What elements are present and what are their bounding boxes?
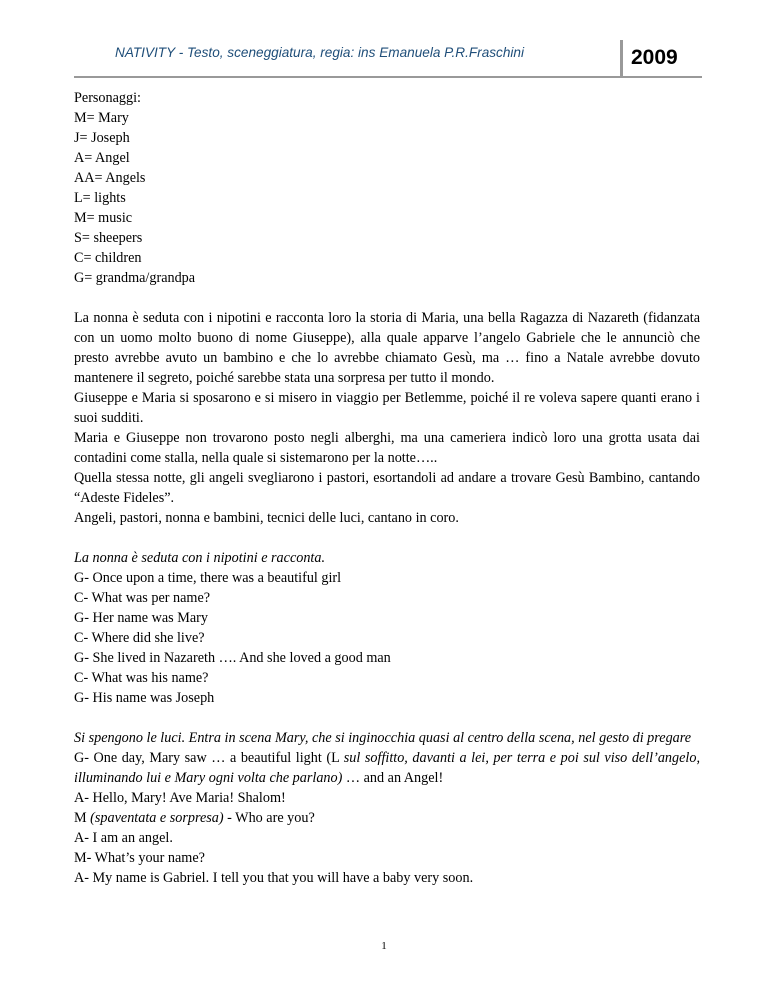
- dialogue-line: [74, 748, 700, 788]
- page-number: 1: [381, 940, 387, 952]
- character-item: J= Joseph: [74, 130, 130, 146]
- scene-one: [74, 548, 700, 708]
- header-year: 2009: [631, 46, 678, 69]
- character-item: S= sheepers: [74, 230, 143, 246]
- synopsis-paragraph: La nonna è seduta con i nipotini e racconta loro la storia di Maria, una bella Ragazza di Nazareth (fidanzata con un uomo molto buono di nome Giuseppe), alla quale apparve l’angelo Gabriele che le annunciò che presto avrebbe avuto un bambino e che lo avrebbe chiamato Gesù, ma … fino a Natale avrebbe dovuto mantenere il segreto, poiché sarebbe stata una sorpresa per tutto il mondo.: [74, 310, 700, 386]
- header-divider: [74, 76, 702, 78]
- character-item: C= children: [74, 250, 142, 266]
- dialogue-line: C- What was per name?: [74, 590, 211, 606]
- character-item: AA= Angels: [74, 170, 146, 186]
- dialogue-line: A- My name is Gabriel. I tell you that you will have a baby very soon.: [74, 870, 474, 886]
- stage-direction: Si spengono le luci. Entra in scena Mary, che si inginocchia quasi al centro della scena, nel gesto di pregare: [74, 730, 692, 746]
- dialogue-line: C- What was his name?: [74, 670, 209, 686]
- spacer: [74, 708, 700, 728]
- dialogue-line: G- His name was Joseph: [74, 690, 215, 706]
- header-title: NATIVITY - Testo, sceneggiatura, regia: ins Emanuela P.R.Fraschini: [115, 45, 525, 60]
- characters-heading: Personaggi:: [74, 90, 141, 106]
- spacer: [74, 288, 700, 308]
- dialogue-text: G- One day, Mary saw … a beautiful light (L: [74, 750, 344, 766]
- character-item: M= Mary: [74, 110, 129, 126]
- dialogue-line: M- What’s your name?: [74, 850, 205, 866]
- synopsis-paragraph: Quella stessa notte, gli angeli svegliarono i pastori, esortandoli ad andare a trovare Gesù Bambino, cantando “Adeste Fideles”.: [74, 470, 700, 506]
- dialogue-text: M: [74, 810, 91, 826]
- inline-direction: (spaventata e sorpresa): [90, 810, 224, 826]
- character-item: M= music: [74, 210, 133, 226]
- character-item: L= lights: [74, 190, 126, 206]
- dialogue-line: A- Hello, Mary! Ave Maria! Shalom!: [74, 790, 286, 806]
- spacer: [74, 528, 700, 548]
- document-body: [74, 88, 700, 888]
- dialogue-line: G- Her name was Mary: [74, 610, 208, 626]
- synopsis-paragraph: Angeli, pastori, nonna e bambini, tecnici delle luci, cantano in coro.: [74, 510, 459, 526]
- header-year-box: [620, 40, 678, 76]
- inline-direction: sul soffitto, davanti a lei, per terra e poi sul viso dell’angelo, illuminando lui e Mary ogni volta che parlano): [74, 750, 700, 786]
- dialogue-line: A- I am an angel.: [74, 830, 173, 846]
- synopsis-paragraph: Giuseppe e Maria si sposarono e si misero in viaggio per Betlemme, poiché il re voleva sapere quanti erano i suoi sudditi.: [74, 390, 700, 426]
- dialogue-text: … and an Angel!: [342, 770, 444, 786]
- stage-direction: La nonna è seduta con i nipotini e racconta.: [74, 550, 326, 566]
- character-item: A= Angel: [74, 150, 130, 166]
- scene-two: [74, 728, 700, 888]
- dialogue-line: G- Once upon a time, there was a beautiful girl: [74, 570, 342, 586]
- character-item: G= grandma/grandpa: [74, 270, 196, 286]
- dialogue-line: C- Where did she live?: [74, 630, 205, 646]
- dialogue-line: G- She lived in Nazareth …. And she loved a good man: [74, 650, 391, 666]
- dialogue-line: [74, 808, 700, 828]
- synopsis-section: [74, 308, 700, 528]
- synopsis-paragraph: Maria e Giuseppe non trovarono posto negli alberghi, ma una cameriera indicò loro una grotta usata dai contadini come stalla, nella quale si sistemarono per la notte…..: [74, 430, 700, 466]
- dialogue-text: - Who are you?: [223, 810, 315, 826]
- characters-section: [74, 88, 700, 288]
